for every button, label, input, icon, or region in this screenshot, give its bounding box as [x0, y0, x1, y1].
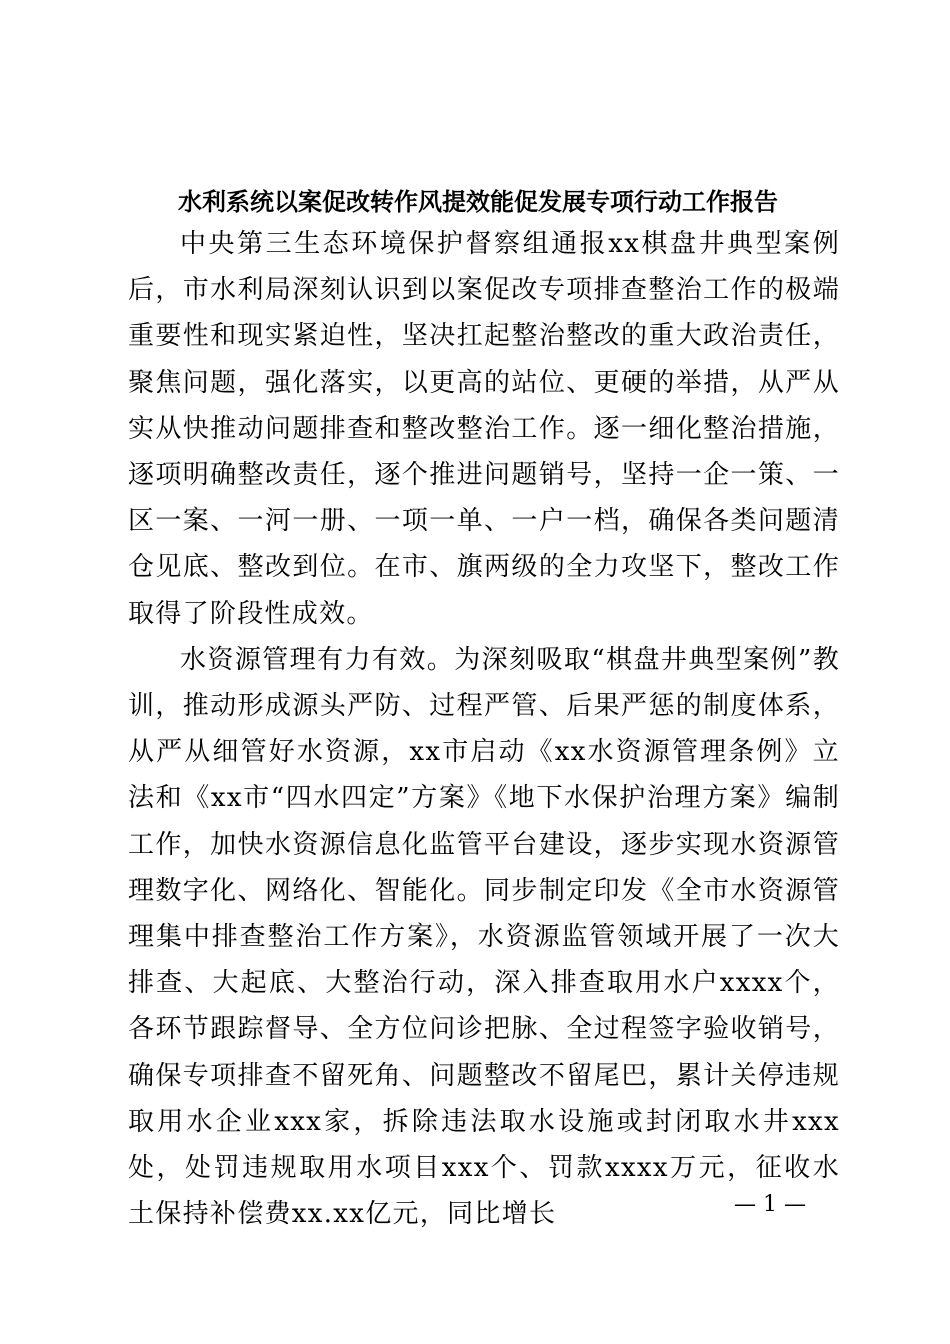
document-body	[128, 221, 840, 1237]
paragraph-water-resources: 水资源管理有力有效。为深刻吸取“棋盘井典型案例”教训，推动形成源头严防、过程严管、后果严惩的制度体系，从严从细管好水资源，xx市启动《xx水资源管理条例》立法和《xx市“四水四定”方案》《地下水保护治理方案》编制工作，加快水资源信息化监管平台建设，逐步实现水资源管理数字化、网络化、智能化。同步制定印发《全市水资源管理集中排查整治工作方案》，水资源监管领域开展了一次大排查、大起底、大整治行动，深入排查取用水户xxxx个，各环节跟踪督导、全方位问诊把脉、全过程签字验收销号，确保专项排查不留死角、问题整改不留尾巴，累计关停违规取用水企业xxx家，拆除违法取水设施或封闭取水井xxx处，处罚违规取用水项目xxx个、罚款xxxx万元，征收水土保持补偿费xx.xx亿元，同比增长	[128, 644, 840, 1230]
page-number: — 1 —	[734, 1192, 806, 1217]
document-title: 水利系统以案促改转作风提效能促发展专项行动工作报告	[178, 187, 778, 216]
paragraph-intro: 中央第三生态环境保护督察组通报xx棋盘井典型案例后，市水利局深刻认识到以案促改专项排查整治工作的极端重要性和现实紧迫性，坚决扛起整治整改的重大政治责任，聚焦问题，强化落实，以更高的站位、更硬的举措，从严从实从快推动问题排查和整改整治工作。逐一细化整治措施，逐项明确整改责任，逐个推进问题销号，坚持一企一策、一区一案、一河一册、一项一单、一户一档，确保各类问题清仓见底、整改到位。在市、旗两级的全力攻坚下，整改工作取得了阶段性成效。	[128, 229, 840, 629]
